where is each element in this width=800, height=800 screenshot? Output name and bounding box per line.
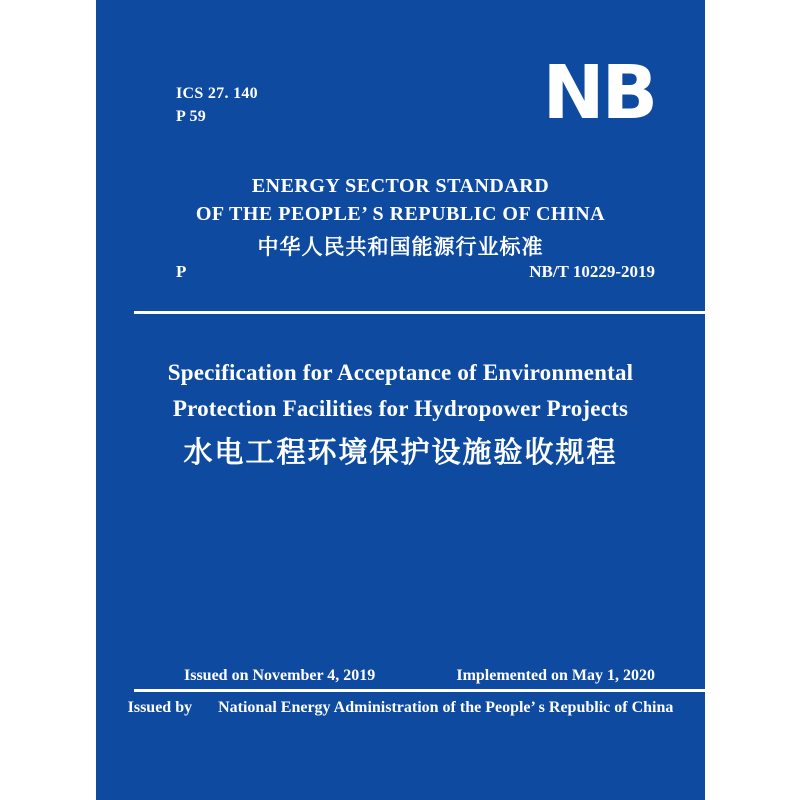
org-heading-line1: ENERGY SECTOR STANDARD (251, 175, 550, 197)
issued-by-value: National Energy Administration of the People’ s Republic of China (218, 699, 674, 716)
title-chinese: 水电工程环境保护设施验收规程 (183, 437, 618, 469)
standard-cover (96, 0, 705, 800)
category-letter: P (176, 262, 187, 281)
title-en-line2: Protection Facilities for Hydropower Projects (172, 396, 629, 421)
issued-by-label: Issued by (127, 699, 193, 716)
dates-row (184, 667, 655, 685)
divider-top (134, 311, 705, 314)
issued-date: Issued on November 4, 2019 (184, 667, 376, 684)
ics-classification-block (176, 82, 258, 128)
issued-by-row (96, 699, 705, 717)
standard-org-heading (96, 172, 705, 260)
class-code: P 59 (176, 108, 207, 125)
title-block (96, 355, 705, 470)
nb-logo: NB (542, 50, 655, 136)
code-row (176, 262, 655, 282)
divider-bottom (134, 689, 705, 692)
implemented-date: Implemented on May 1, 2020 (456, 667, 655, 684)
org-heading-line2: OF THE PEOPLE’ S REPUBLIC OF CHINA (195, 203, 606, 225)
title-en-line1: Specification for Acceptance of Environmental (167, 360, 634, 385)
ics-code: ICS 27. 140 (176, 85, 258, 102)
standard-number: NB/T 10229-2019 (529, 262, 655, 281)
org-heading-chinese: 中华人民共和国能源行业标准 (257, 235, 544, 259)
